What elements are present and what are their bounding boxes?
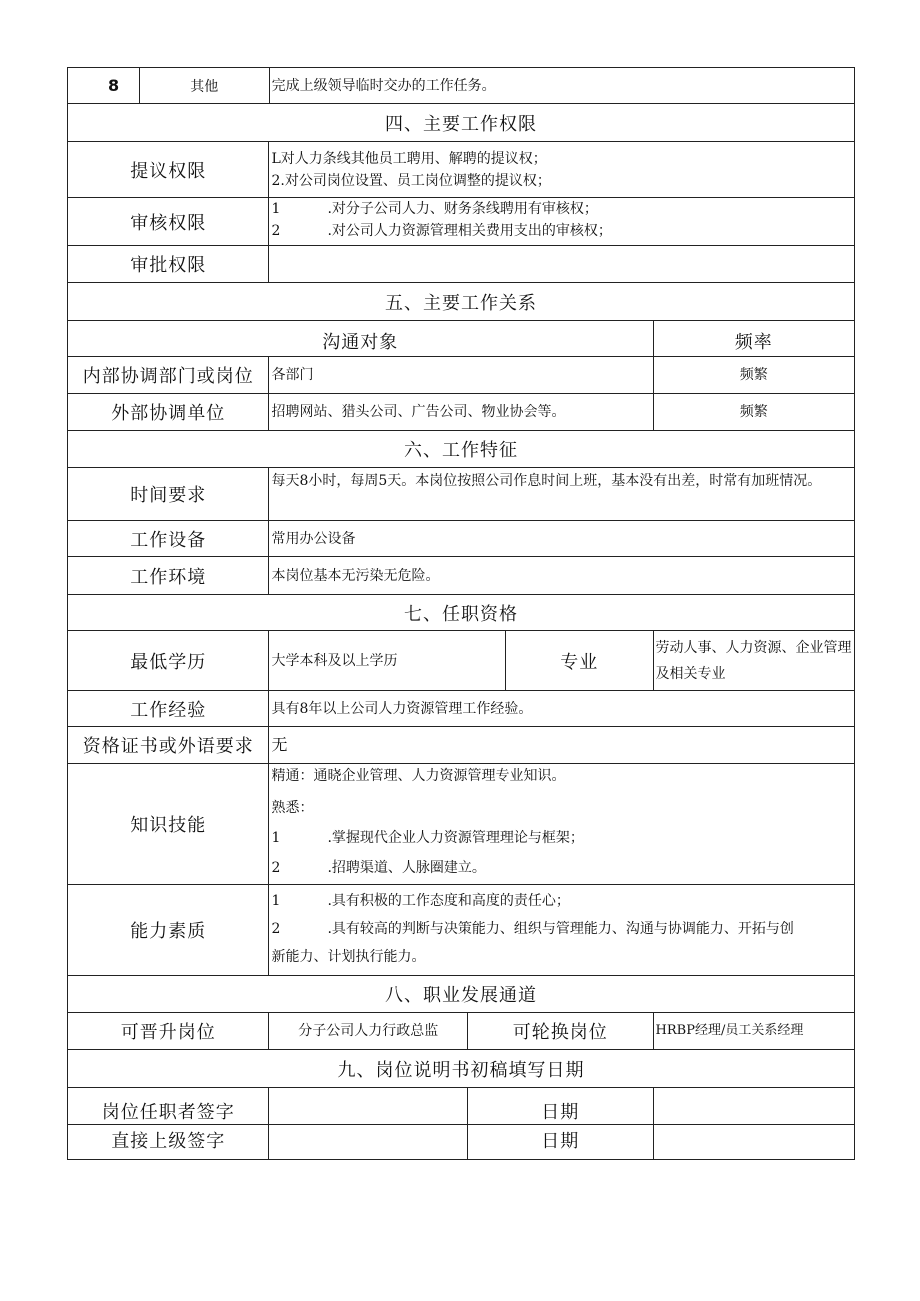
value-internal: 各部门 bbox=[269, 357, 653, 393]
row-external bbox=[67, 394, 855, 431]
value-education: 大学本科及以上学历 bbox=[269, 631, 505, 690]
superior-sign-field[interactable] bbox=[269, 1125, 468, 1159]
section-title-features: 六、工作特征 bbox=[404, 440, 518, 461]
section-relations bbox=[67, 283, 855, 321]
review-item: 2 .对公司人力资源管理相关费用支出的审核权； bbox=[271, 223, 612, 239]
holder-sign-field[interactable] bbox=[269, 1088, 468, 1124]
label-education: 最低学历 bbox=[68, 631, 269, 690]
row-other bbox=[67, 67, 855, 104]
row-equipment bbox=[67, 521, 855, 557]
label-knowledge: 知识技能 bbox=[68, 764, 269, 884]
propose-item: L对人力条线其他员工聘用、解聘的提议权； bbox=[271, 151, 547, 167]
label-external: 外部协调单位 bbox=[68, 394, 269, 430]
row-certificate bbox=[67, 727, 855, 764]
row-propose bbox=[67, 142, 855, 198]
row-experience bbox=[67, 691, 855, 727]
label-propose: 提议权限 bbox=[68, 142, 269, 197]
header-target: 沟通对象 bbox=[68, 321, 654, 356]
propose-item: 2.对公司岗位设置、员工岗位调整的提议权； bbox=[271, 173, 551, 189]
row-holder-sign bbox=[67, 1088, 855, 1124]
frequency-external: 频繁 bbox=[739, 404, 768, 420]
section-title-qualification: 七、任职资格 bbox=[404, 603, 518, 625]
row-label-other: 其他 bbox=[140, 68, 270, 103]
value-approve bbox=[269, 246, 854, 282]
knowledge-item: 2 .招聘渠道、人脉圈建立。 bbox=[271, 860, 486, 876]
ability-item: 1 .具有积极的工作态度和高度的责任心； bbox=[271, 893, 570, 909]
value-certificate: 无 bbox=[271, 735, 288, 754]
ability-item: 2 .具有较高的判断与决策能力、组织与管理能力、沟通与协调能力、开拓与创 bbox=[271, 921, 794, 937]
value-major: 劳动人事、人力资源、企业管理及相关专业 bbox=[655, 640, 852, 682]
section-title-relations: 五、主要工作关系 bbox=[385, 292, 537, 314]
holder-date-field[interactable] bbox=[654, 1088, 854, 1124]
value-experience: 具有8年以上公司人力资源管理工作经验。 bbox=[271, 700, 533, 717]
knowledge-familiar: 熟悉： bbox=[271, 800, 314, 816]
label-certificate: 资格证书或外语要求 bbox=[68, 727, 269, 763]
value-external: 招聘网站、猎头公司、广告公司、物业协会等。 bbox=[269, 394, 653, 430]
job-description-table bbox=[67, 67, 855, 1160]
section-signoff bbox=[67, 1050, 855, 1088]
header-frequency: 频率 bbox=[734, 332, 773, 353]
label-ability: 能力素质 bbox=[68, 885, 269, 975]
value-knowledge bbox=[269, 764, 854, 884]
frequency-internal: 频繁 bbox=[739, 367, 768, 383]
row-approve bbox=[67, 246, 855, 283]
label-internal: 内部协调部门或岗位 bbox=[68, 357, 269, 393]
section-title-career: 八、职业发展通道 bbox=[385, 985, 537, 1006]
row-content-other: 完成上级领导临时交办的工作任务。 bbox=[271, 77, 496, 94]
label-environment: 工作环境 bbox=[68, 557, 269, 594]
row-career bbox=[67, 1013, 855, 1050]
value-time: 每天8小时，每周5天。本岗位按照公司作息时间上班，基本没有出差，时常有加班情况。 bbox=[271, 473, 822, 489]
section-career bbox=[67, 976, 855, 1013]
label-approve: 审批权限 bbox=[68, 246, 269, 282]
value-rotate: HRBP经理/员工关系经理 bbox=[655, 1023, 804, 1038]
label-superior-date: 日期 bbox=[468, 1125, 654, 1159]
section-authority bbox=[67, 104, 855, 142]
section-title-authority: 四、主要工作权限 bbox=[385, 113, 537, 135]
row-review bbox=[67, 198, 855, 246]
label-holder-date: 日期 bbox=[468, 1088, 654, 1124]
value-equipment: 常用办公设备 bbox=[271, 530, 356, 547]
label-holder-sign: 岗位任职者签字 bbox=[68, 1088, 269, 1124]
ability-continuation: 新能力、计划执行能力。 bbox=[271, 949, 426, 965]
section-title-signoff: 九、岗位说明书初稿填写日期 bbox=[337, 1059, 585, 1081]
review-item: 1 .对分子公司人力、财务条线聘用有审核权； bbox=[271, 201, 598, 217]
knowledge-master: 精通：通晓企业管理、人力资源管理专业知识。 bbox=[271, 768, 566, 784]
row-superior-sign bbox=[67, 1124, 855, 1160]
row-ability bbox=[67, 885, 855, 976]
label-experience: 工作经验 bbox=[68, 691, 269, 726]
row-environment bbox=[67, 557, 855, 595]
relations-header bbox=[67, 321, 855, 357]
label-review: 审核权限 bbox=[68, 198, 269, 245]
label-equipment: 工作设备 bbox=[68, 521, 269, 556]
superior-date-field[interactable] bbox=[654, 1125, 854, 1159]
label-rotate: 可轮换岗位 bbox=[468, 1013, 654, 1049]
row-internal bbox=[67, 357, 855, 394]
value-propose bbox=[269, 142, 854, 197]
value-environment: 本岗位基本无污染无危险。 bbox=[271, 567, 440, 584]
row-knowledge bbox=[67, 764, 855, 885]
knowledge-item: 1 .掌握现代企业人力资源管理理论与框架； bbox=[271, 830, 584, 846]
value-review bbox=[269, 198, 854, 245]
value-promote: 分子公司人力行政总监 bbox=[269, 1013, 468, 1049]
label-time: 时间要求 bbox=[68, 468, 269, 520]
section-qualification bbox=[67, 595, 855, 631]
row-education bbox=[67, 631, 855, 691]
label-superior-sign: 直接上级签字 bbox=[68, 1125, 269, 1159]
row-time bbox=[67, 468, 855, 521]
section-features bbox=[67, 431, 855, 468]
label-promote: 可晋升岗位 bbox=[68, 1013, 269, 1049]
value-ability bbox=[269, 885, 854, 975]
label-major: 专业 bbox=[506, 631, 654, 690]
row-number: 8 bbox=[68, 68, 140, 103]
